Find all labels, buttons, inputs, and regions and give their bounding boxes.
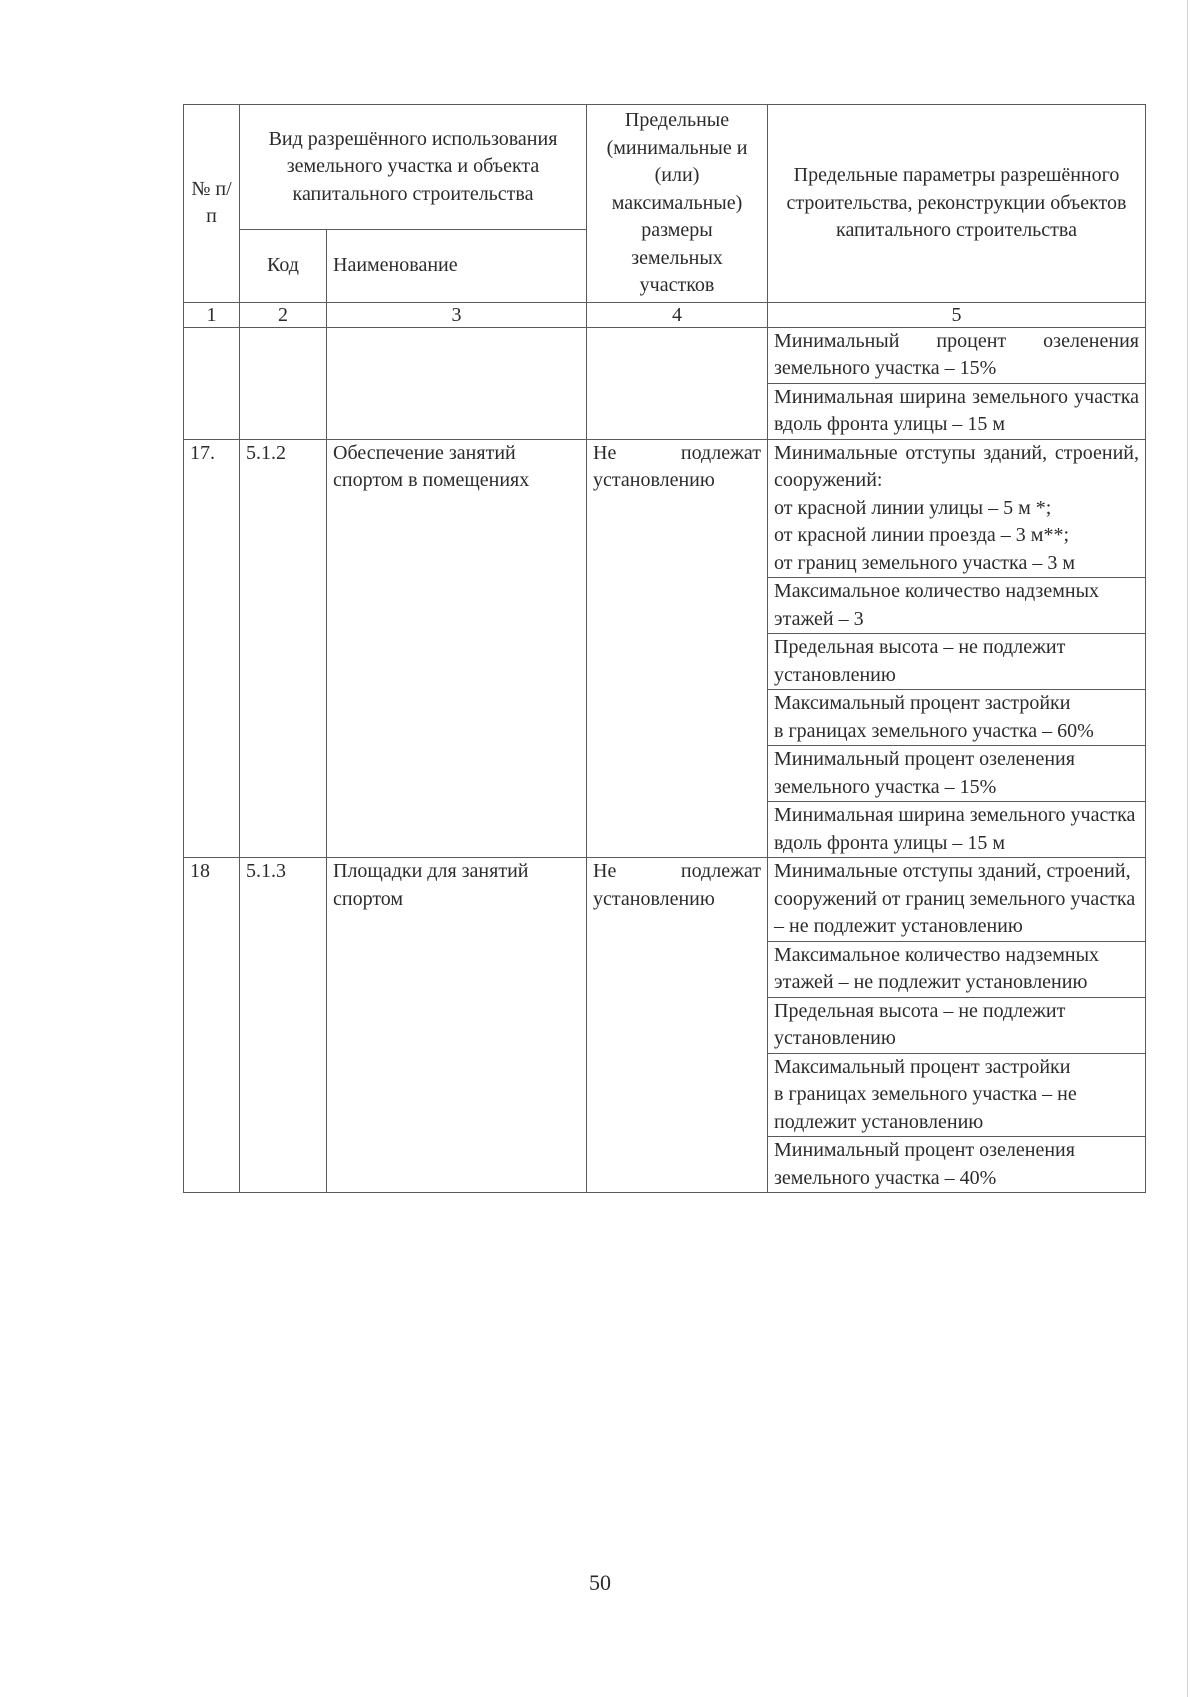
col-number: 3 [327, 302, 587, 327]
row-sizes: Не подлежат установлению [587, 439, 768, 858]
cont-num-cell [184, 327, 240, 439]
cont-code-cell [240, 327, 327, 439]
row-sizes: Не подлежат установлению [587, 858, 768, 1193]
param-cell [768, 1053, 1146, 1137]
scan-edge-line [1187, 0, 1188, 1697]
row-name: Обеспечение занятий спортом в помещениях [327, 439, 587, 858]
param-cell: Минимальные отступы зданий, строений, сооружений от границ земельного участка – не подлежит установлению [768, 858, 1146, 942]
page-number: 50 [589, 1570, 611, 1595]
header-params: Предельные параметры разрешённого строительства, реконструкции объектов капитального строительства [768, 105, 1146, 303]
param-cell [768, 439, 1146, 578]
param-cell: Минимальная ширина земельного участка вдоль фронта улицы – 15 м [768, 383, 1146, 439]
row-name: Площадки для занятий спортом [327, 858, 587, 1193]
col-number: 4 [587, 302, 768, 327]
param-cell: Максимальное количество надземных этажей – 3 [768, 578, 1146, 634]
param-cell: Предельная высота – не подлежит установлению [768, 997, 1146, 1053]
param-cell: Минимальный процент озеленения земельного участка – 15% [768, 746, 1146, 802]
param-cell: Минимальный процент озеленения земельного участка – 15% [768, 327, 1146, 383]
col-number: 2 [240, 302, 327, 327]
row-code: 5.1.3 [240, 858, 327, 1193]
param-text: Максимальный процент застройки в границах земельного участка – не подлежит установлению [774, 1055, 1077, 1133]
header-name: Наименование [327, 229, 587, 302]
cont-name-cell [327, 327, 587, 439]
land-use-table [183, 104, 1146, 1193]
param-cell: Максимальное количество надземных этажей – не подлежит установлению [768, 941, 1146, 997]
row-num: 17. [184, 439, 240, 858]
column-number-row [184, 302, 1146, 327]
header-num: № п/п [184, 105, 240, 303]
param-cell: Предельная высота – не подлежит установлению [768, 634, 1146, 690]
row-code: 5.1.2 [240, 439, 327, 858]
table-row-continuation [184, 327, 1146, 383]
param-cell: Минимальный процент озеленения земельного участка – 40% [768, 1137, 1146, 1193]
col-number: 1 [184, 302, 240, 327]
col-number: 5 [768, 302, 1146, 327]
param-text: Минимальные отступы зданий, строений, сооружений: от красной линии улицы – 5 м *; от красной линии проезда – 3 м**; от границ земельного участка – 3 м [774, 441, 1139, 574]
header-code: Код [240, 229, 327, 302]
row-num: 18 [184, 858, 240, 1193]
header-sizes: Предельные (минимальные и (или) максимальные) размеры земельных участков [587, 105, 768, 303]
header-vid-group: Вид разрешённого использования земельного участка и объекта капитального строительства [240, 105, 587, 230]
param-cell [768, 690, 1146, 746]
table-row [184, 439, 1146, 578]
table-row [184, 858, 1146, 942]
cont-sizes-cell [587, 327, 768, 439]
param-text: Максимальный процент застройки в границах земельного участка – 60% [774, 692, 1094, 742]
param-cell: Минимальная ширина земельного участка вдоль фронта улицы – 15 м [768, 802, 1146, 858]
